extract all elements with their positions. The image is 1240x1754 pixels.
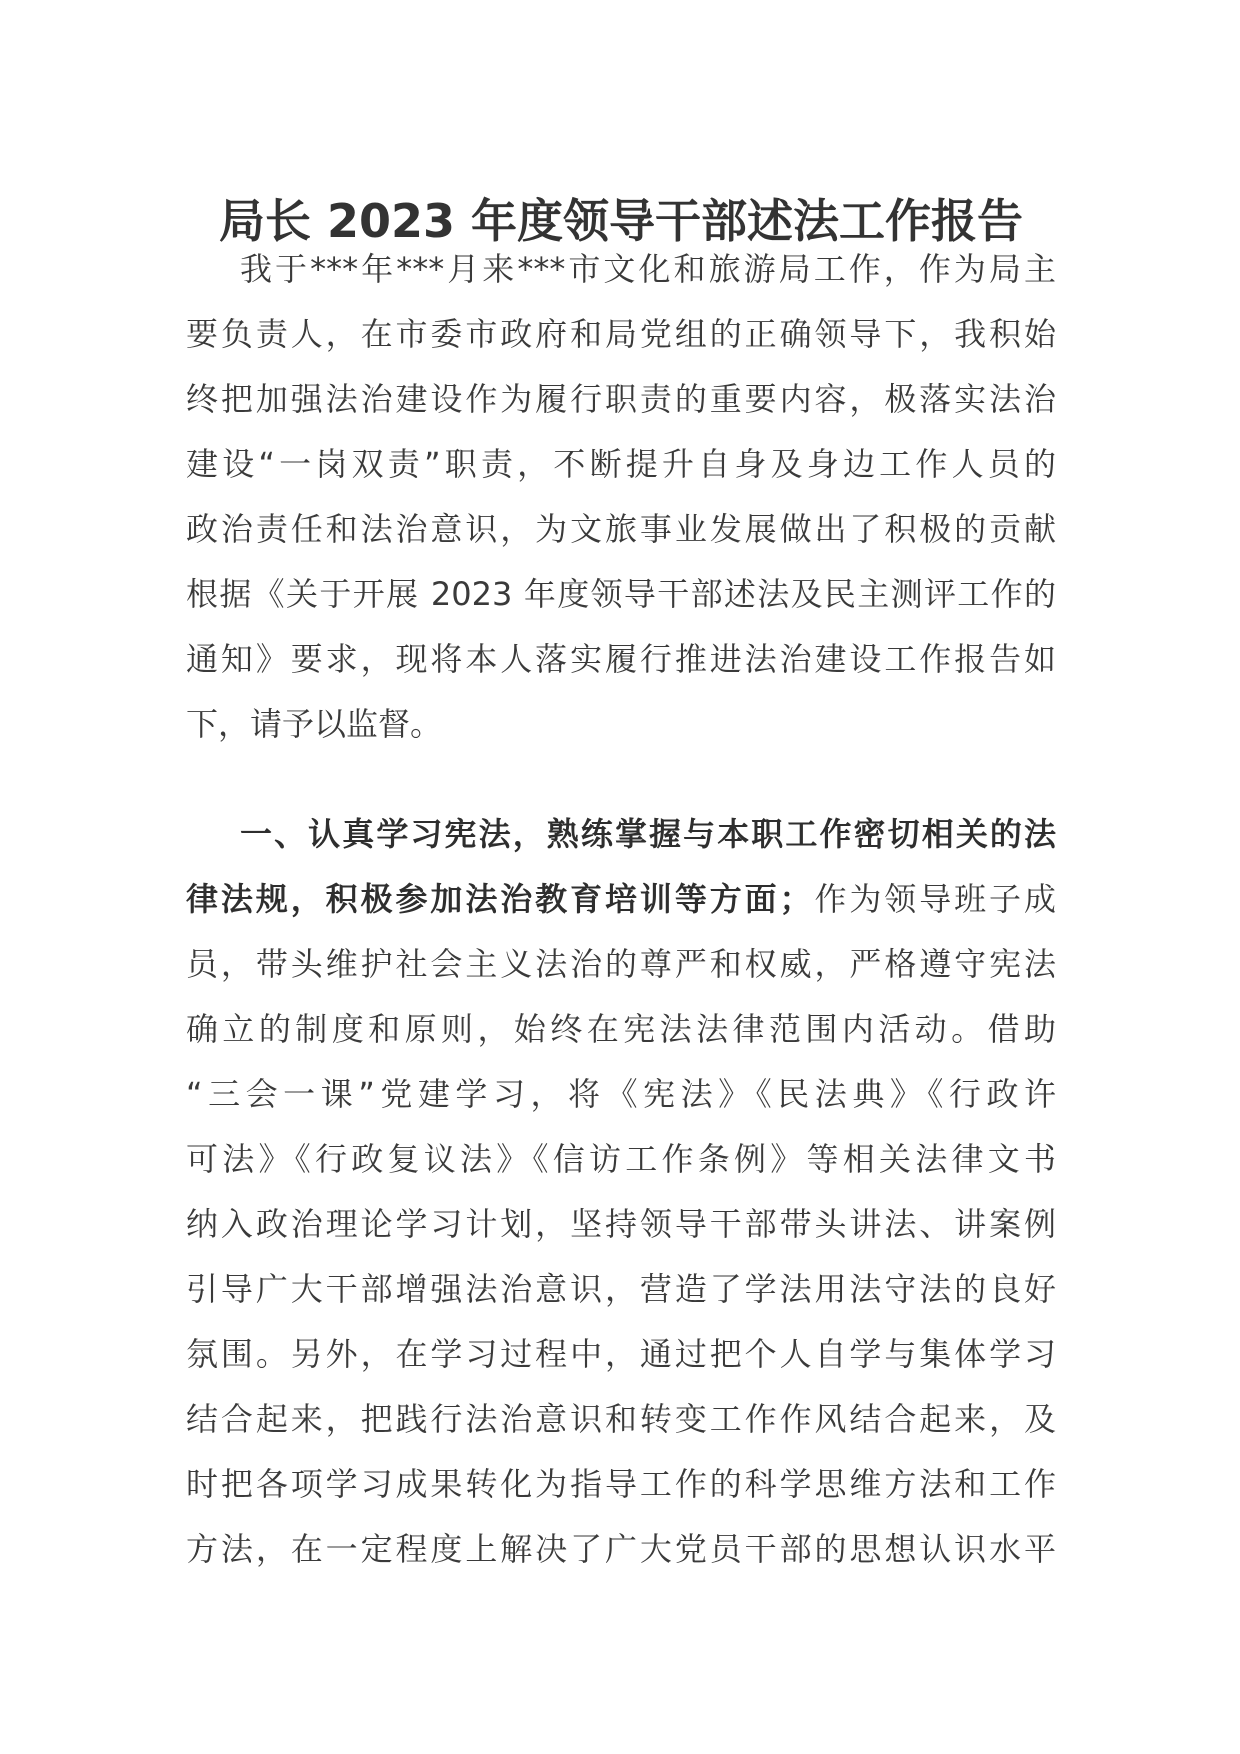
paragraph-line: 根据《关于开展 2023 年度领导干部述法及民主测评工作的 (186, 575, 1056, 613)
section-one-paragraph (186, 802, 1056, 1582)
paragraph-line: 引导广大干部增强法治意识，营造了学法用法守法的良好 (186, 1270, 1056, 1308)
paragraph-line: 通知》要求，现将本人落实履行推进法治建设工作报告如 (186, 640, 1056, 678)
section-heading-end: 律法规，积极参加法治教育培训等方面； (186, 880, 812, 918)
paragraph-line: 纳入政治理论学习计划，坚持领导干部带头讲法、讲案例 (186, 1205, 1056, 1243)
paragraph-line: 可法》《行政复议法》《信访工作条例》等相关法律文书 (186, 1140, 1056, 1178)
document-title: 局长 2023 年度领导干部述法工作报告 (218, 194, 1024, 248)
paragraph-line: “三会一课”党建学习，将《宪法》《民法典》《行政许 (186, 1075, 1056, 1113)
paragraph-line: 结合起来，把践行法治意识和转变工作作风结合起来，及 (186, 1400, 1056, 1438)
paragraph-line: 确立的制度和原则，始终在宪法法律范围内活动。借助 (186, 1010, 1056, 1048)
paragraph-line: 氛围。另外，在学习过程中，通过把个人自学与集体学习 (186, 1335, 1056, 1373)
paragraph-line: 终把加强法治建设作为履行职责的重要内容，极落实法治 (186, 380, 1056, 418)
paragraph-line: 建设“一岗双责”职责，不断提升自身及身边工作人员的 (186, 445, 1056, 483)
paragraph-line: 政治责任和法治意识，为文旅事业发展做出了积极的贡献 (186, 510, 1056, 548)
paragraph-line: 时把各项学习成果转化为指导工作的科学思维方法和工作 (186, 1465, 1056, 1503)
paragraph-line: 方法，在一定程度上解决了广大党员干部的思想认识水平 (186, 1530, 1056, 1568)
paragraph-line: 员，带头维护社会主义法治的尊严和权威，严格遵守宪法 (186, 945, 1056, 983)
section-body-start: 作为领导班子成 (811, 880, 1056, 918)
section-heading-line: 一、认真学习宪法，熟练掌握与本职工作密切相关的法 (240, 815, 1056, 853)
paragraph-line: 下，请予以监督。 (186, 705, 443, 743)
paragraph-line: 我于***年***月来***市文化和旅游局工作，作为局主 (240, 250, 1056, 288)
intro-paragraph (186, 237, 1056, 757)
paragraph-line (186, 867, 1056, 932)
paragraph-line: 要负责人，在市委市政府和局党组的正确领导下，我积始 (186, 315, 1056, 353)
